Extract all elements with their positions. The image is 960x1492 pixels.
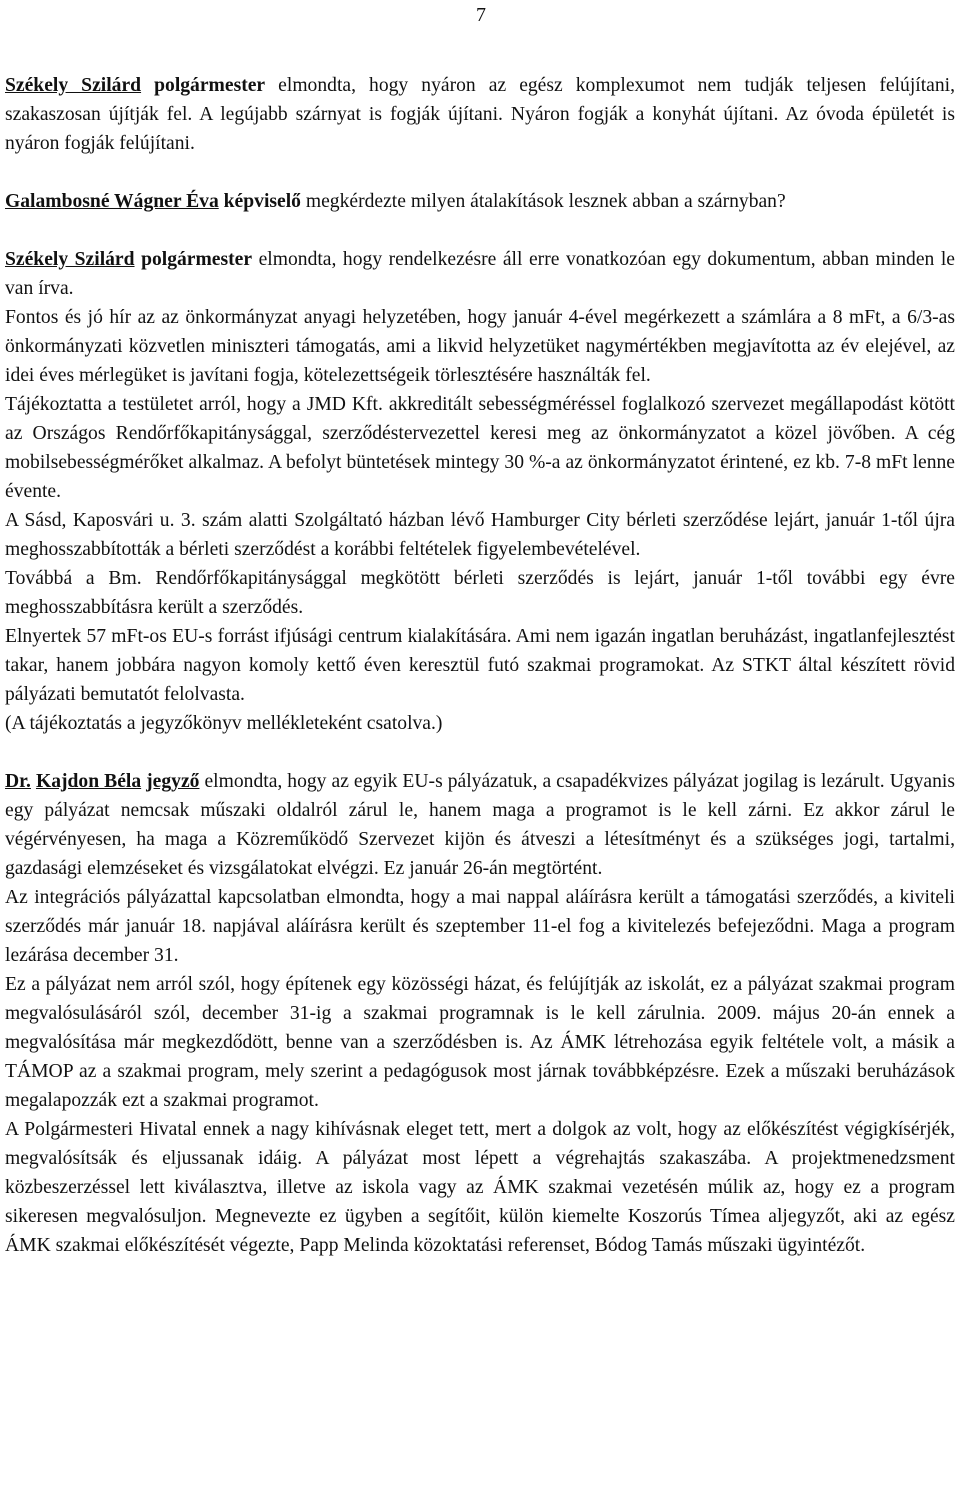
- paragraph-6: A Sásd, Kaposvári u. 3. szám alatti Szolgáltató házban lévő Hamburger City bérleti szerződése lejárt, január 1-től újra meghosszabbították a bérleti szerződést a korábbi feltételek figyelembevételével.: [5, 510, 955, 560]
- speaker-name: Kajdon Béla: [35, 771, 142, 792]
- paragraph-12: Ez a pályázat nem arról szól, hogy építenek egy közösségi házat, és felújítják az iskolát, ez a pályázat szakmai program megvalósulásáról szól, december 31-ig a szakmai programnak is le kell zárulnia. 2009. május 20-án ennek a megvalósítása már megkezdődött, benne van a szerződésben is. Az ÁMK létrehozása egyik feltétele volt, a másik a TÁMOP az a szakmai program, mely szerint a pedagógusok most járnak továbbképzésre. Ezek a műszaki beruházások megalapozzák ezt a szakmai programot.: [5, 974, 955, 1111]
- paragraph-10: [5, 767, 955, 883]
- speaker-role: jegyző: [146, 771, 200, 792]
- speaker-role: képviselő: [223, 191, 301, 212]
- page-number: 7: [476, 4, 486, 26]
- speaker-name: Galambosné Wágner Éva: [5, 191, 219, 212]
- document-body: [5, 71, 955, 1260]
- speaker-name: Székely Szilárd: [5, 75, 142, 96]
- paragraph-13: A Polgármesteri Hivatal ennek a nagy kihívásnak eleget tett, mert a dolgok az volt, hogy az előkészítést végigkísérjék, megvalósítsák és eljussanak idáig. A pályázat most lépett a végrehajtás szakaszába. A projektmenedzsment közbeszerzéssel lett kiválasztva, illetve az iskola vagy az ÁMK szakmai vezetésén múlik az, hogy ez a program sikeresen megvalósuljon. Megnevezte ez ügyben a segítőit, külön kiemelte Koszorús Tímea aljegyzőt, aki az egész ÁMK szakmai előkészítését végezte, Papp Melinda közoktatási referenset, Bódog Tamás műszaki ügyintézőt.: [5, 1119, 955, 1256]
- paragraph-11: Az integrációs pályázattal kapcsolatban elmondta, hogy a mai nappal aláírásra került a támogatási szerződés, a kiviteli szerződés már január 18. napjával aláírásra került és szeptember 11-el fog a kivitelezés befejeződni. Maga a program lezárása december 31.: [5, 887, 955, 966]
- paragraph-3: [5, 245, 955, 303]
- paragraph-1: [5, 71, 955, 158]
- paragraph-7: Továbbá a Bm. Rendőrfőkapitánysággal megkötött bérleti szerződés is lejárt, január 1-től további egy évre meghosszabbításra került a szerződés.: [5, 568, 955, 618]
- speaker-role: polgármester: [154, 75, 266, 96]
- speaker-prefix: Dr.: [5, 771, 31, 792]
- paragraph-text: elmondta, hogy az egyik EU-s pályázatuk, a csapadékvizes pályázat jogilag is lezárult. Ugyanis egy pályázat nemcsak műszaki oldalról zárul le, hanem maga a programot is le kell zárni. Ez akkor zárul le végérvényesen, ha maga a Közreműködő Szervezet kijön és átveszi a létesítményt és a szükséges jogi, tartalmi, gazdasági elemzéseket és vizsgálatokat elvégzi. Ez január 26-án megtörtént.: [5, 771, 955, 879]
- paragraph-2: [5, 187, 955, 216]
- paragraph-5: Tájékoztatta a testületet arról, hogy a JMD Kft. akkreditált sebességméréssel foglalkozó szervezet megállapodást kötött az Országos Rendőrfőkapitánysággal, szerződéstervezettel keresi meg az önkormányzatot a közel jövőben. A cég mobilsebességmérőket alkalmaz. A befolyt büntetések mintegy 30 %-a az önkormányzatot érintené, ez kb. 7-8 mFt lenne évente.: [5, 394, 955, 502]
- speaker-role: polgármester: [141, 249, 253, 270]
- paragraph-4: Fontos és jó hír az az önkormányzat anyagi helyzetében, hogy január 4-ével megérkezett a számlára a 8 mFt, a 6/3-as önkormányzati közvetlen miniszteri támogatás, ami a likvid helyzetüket nagymértékben megjavította az év elejével, az idei éves mérlegüket is javítani fogja, kötelezettségeik törlesztésére használták fel.: [5, 307, 955, 386]
- paragraph-text: elmondta, hogy rendelkezésre áll erre vonatkozóan egy dokumentum, abban minden le van írva.: [5, 249, 955, 299]
- paragraph-text: elmondta, hogy nyáron az egész komplexumot nem tudják teljesen felújítani, szakaszosan újítják fel. A legújabb szárnyat is fogják újítani. Nyáron fogják a konyhát újítani. Az óvoda épületét is nyáron fogják felújítani.: [5, 75, 955, 154]
- paragraph-9: (A tájékoztatás a jegyzőkönyv mellékleteként csatolva.): [5, 713, 443, 734]
- paragraph-text: megkérdezte milyen átalakítások lesznek abban a szárnyban?: [300, 191, 786, 212]
- speaker-name: Székely Szilárd: [5, 249, 135, 270]
- paragraph-8: Elnyertek 57 mFt-os EU-s forrást ifjúsági centrum kialakítására. Ami nem igazán ingatlan beruházást, ingatlanfejlesztést takar, hanem jobbára nagyon komoly kettő éven keresztül futó szakmai programokat. Az STKT által készített rövid pályázati bemutatót felolvasta.: [5, 626, 955, 705]
